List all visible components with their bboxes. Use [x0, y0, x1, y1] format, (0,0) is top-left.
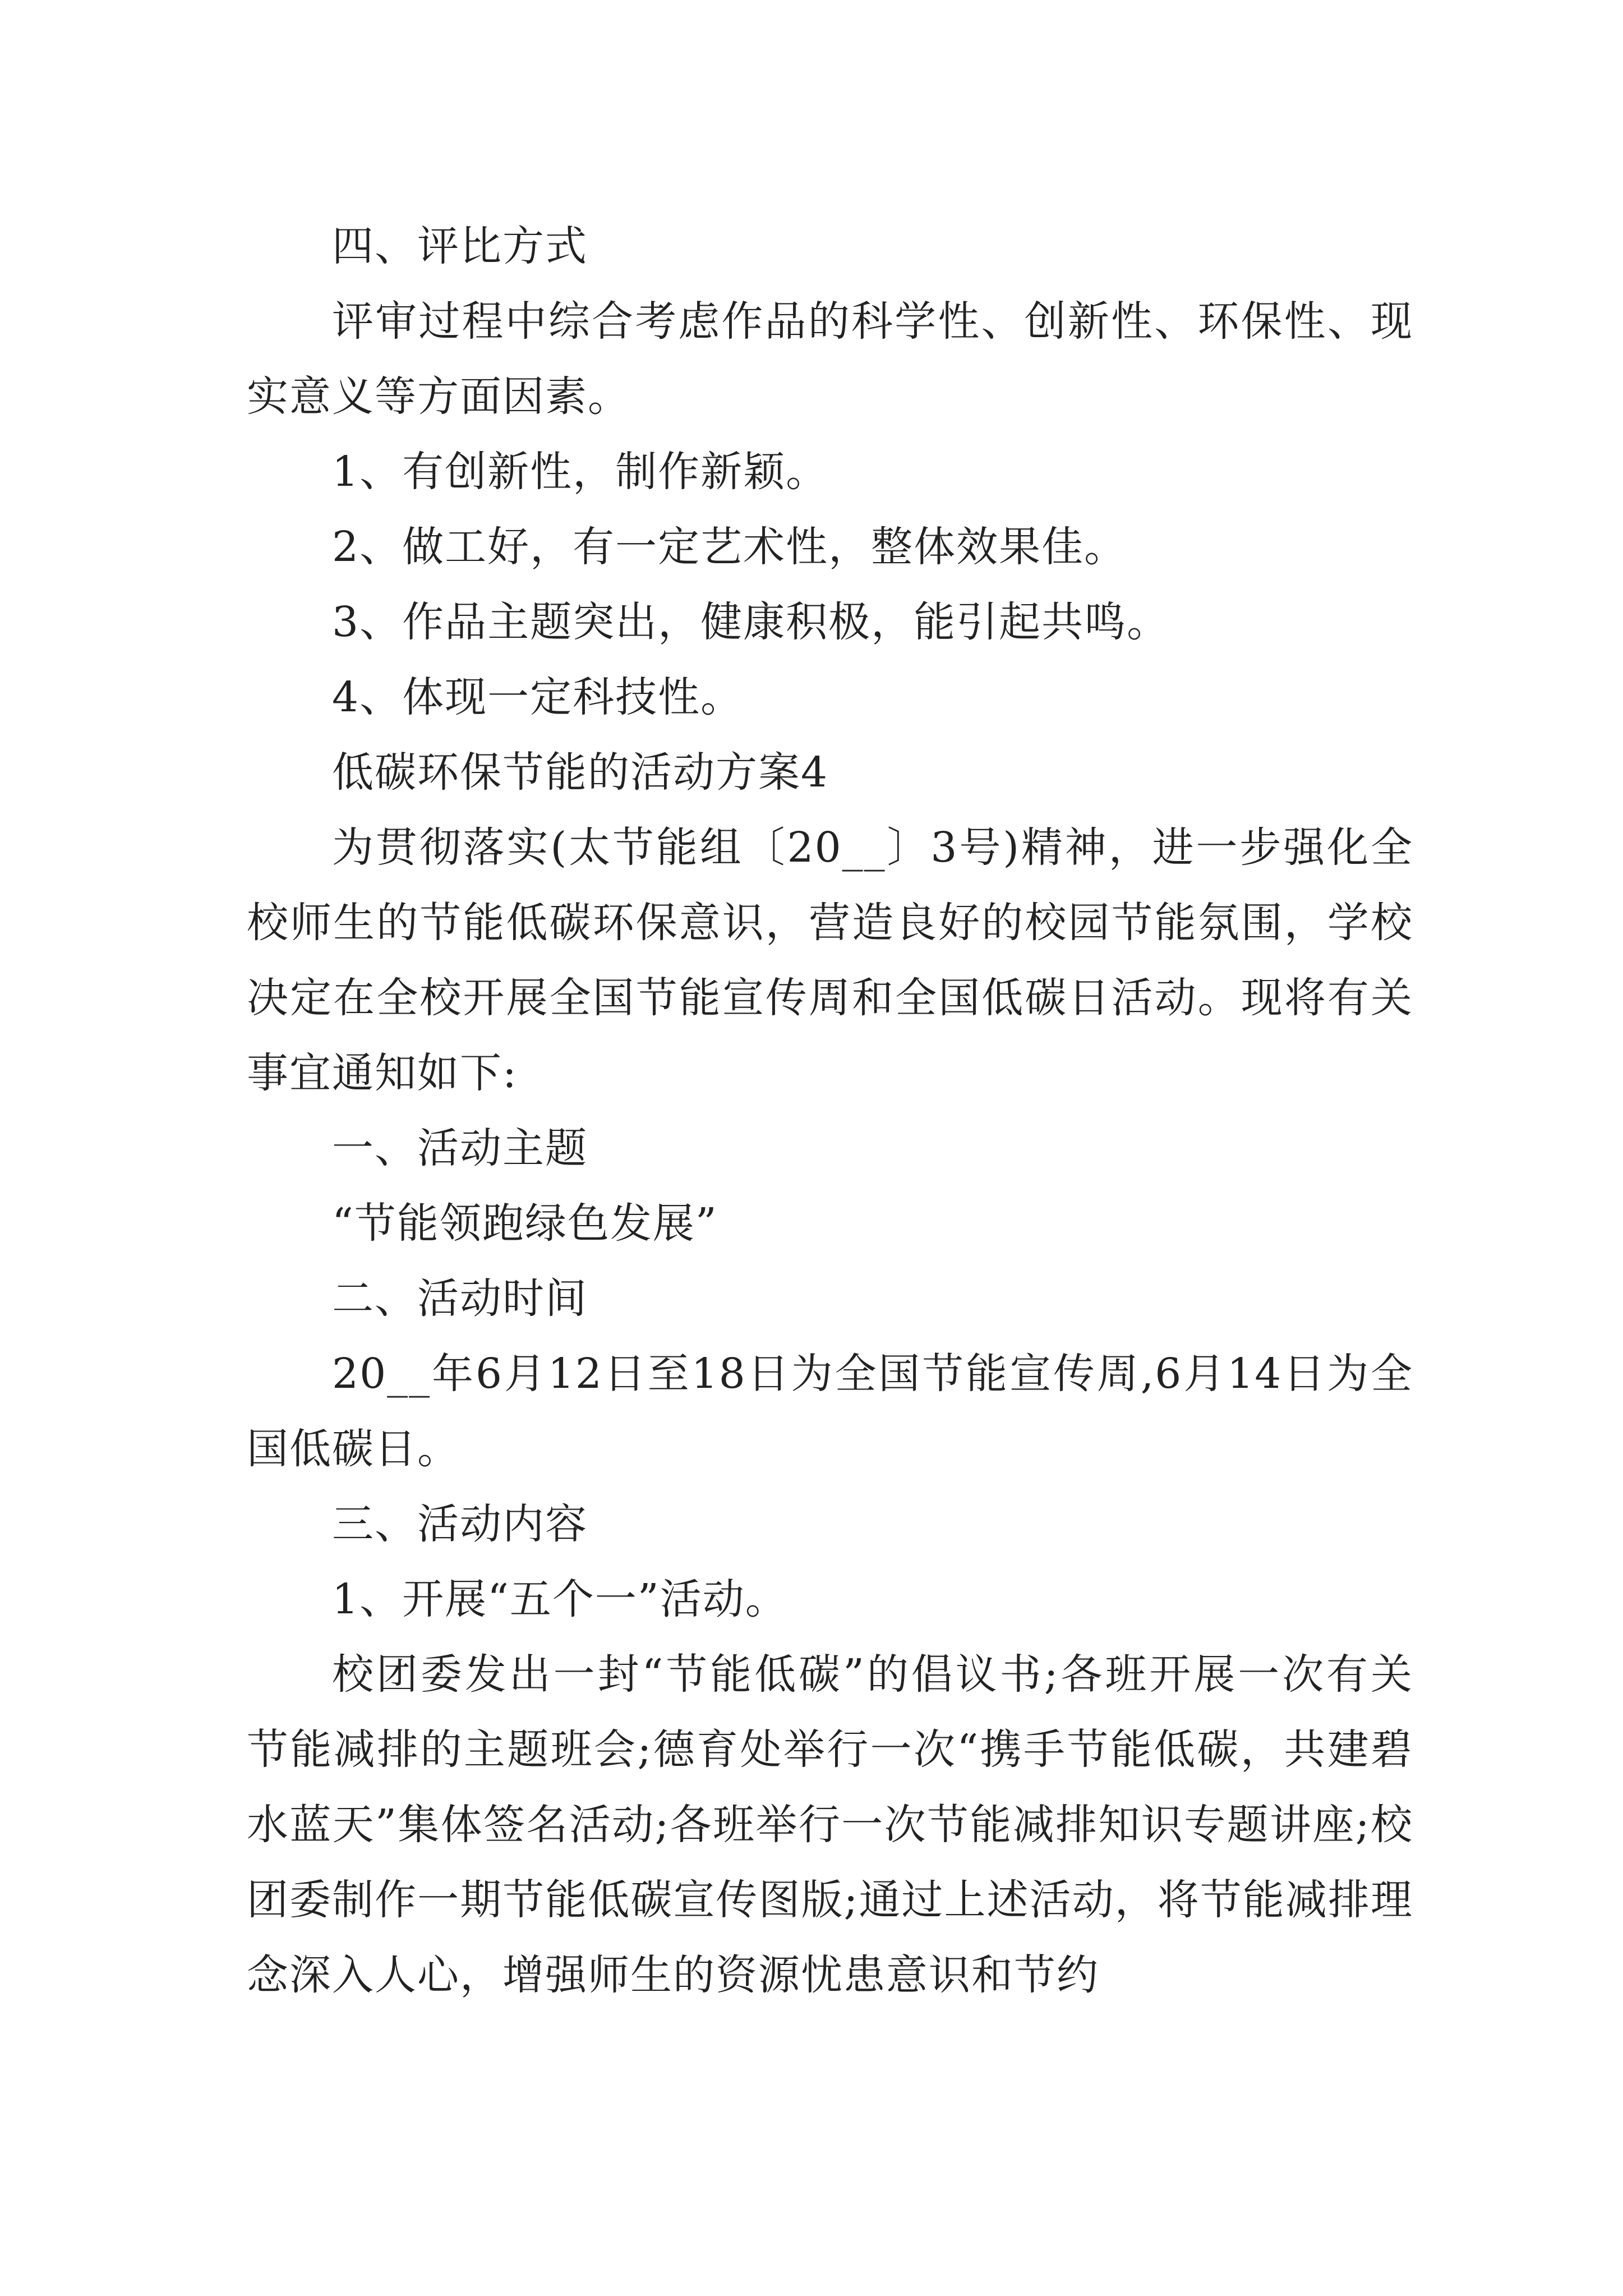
section-heading-content: 三、活动内容: [332, 1500, 588, 1548]
paragraph-activity-details: 校团委发出一封“节能低碳”的倡议书;各班开展一次有关节能减排的主题班会;德育处举行一次“携手节能低碳，共建碧水蓝天”集体签名活动;各班举行一次节能减排知识专题讲座;校团委制作一期节能低碳宣传图版;通过上述活动，将节能减排理念深入人心，增强师生的资源忧患意识和节约: [247, 1650, 1413, 1999]
document-body: [247, 209, 1413, 2013]
paragraph-time: 20__年6月12日至18日为全国节能宣传周,6月14日为全国低碳日。: [247, 1350, 1413, 1473]
section-heading-theme: 一、活动主题: [332, 1124, 588, 1172]
paragraph-theme: “节能领跑绿色发展”: [332, 1199, 718, 1248]
list-item-activity-1: 1、开展“五个一”活动。: [332, 1575, 788, 1623]
list-item-criterion-4: 4、体现一定科技性。: [332, 673, 744, 721]
paragraph-evaluation-criteria: 评审过程中综合考虑作品的科学性、创新性、环保性、现实意义等方面因素。: [247, 297, 1413, 421]
list-item-criterion-1: 1、有创新性，制作新颖。: [332, 448, 829, 496]
list-item-criterion-3: 3、作品主题突出，健康积极，能引起共鸣。: [332, 598, 1170, 646]
list-item-criterion-2: 2、做工好，有一定艺术性，整体效果佳。: [332, 523, 1127, 571]
plan-title: 低碳环保节能的活动方案4: [332, 748, 829, 797]
section-heading-evaluation-method: 四、评比方式: [332, 222, 588, 270]
section-heading-time: 二、活动时间: [332, 1274, 588, 1323]
paragraph-intro: 为贯彻落实(太节能组〔20__〕3号)精神，进一步强化全校师生的节能低碳环保意识，营造良好的校园节能氛围，学校决定在全校开展全国节能宣传周和全国低碳日活动。现将有关事宜通知如下:: [247, 823, 1413, 1097]
